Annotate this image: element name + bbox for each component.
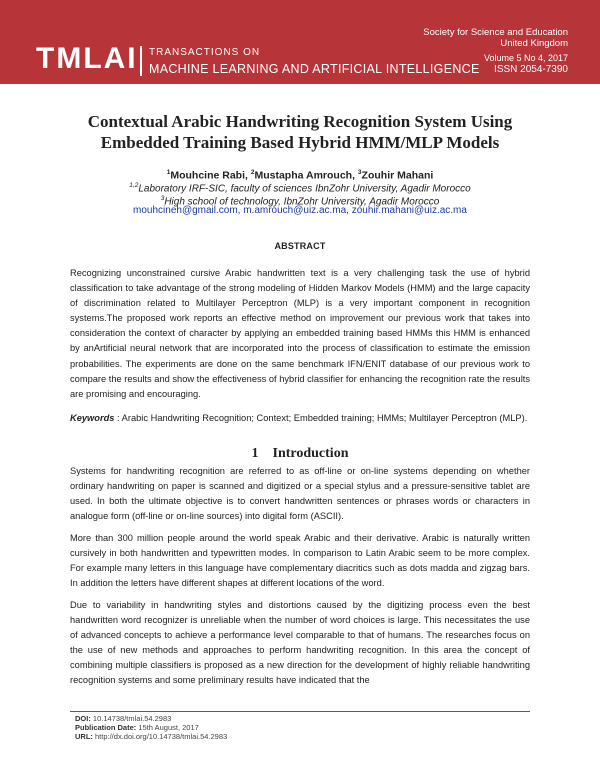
author2-sup: 2 <box>250 169 255 176</box>
paper-title-line1: Contextual Arabic Handwriting Recognition System Using <box>87 112 513 131</box>
affiliation2-sup: 3 <box>160 195 165 202</box>
transactions-on-label: TRANSACTIONS ON <box>149 47 261 58</box>
paper-title-line2: Embedded Training Based Hybrid HMM/MLP Models <box>100 133 500 152</box>
url-link[interactable]: http://dx.doi.org/10.14738/tmlai.54.2983 <box>92 732 228 741</box>
footer-divider <box>70 711 530 712</box>
author1-name: Mouhcine Rabi, <box>170 169 251 182</box>
intro-paragraph-3: Due to variability in handwriting styles and distortions caused by the digitizing process even the best handwritten word recognizer is unreliable when the number of word choices is large. This necessitates the use of advanced concepts to achieve a performance level comparable to that of humans. The researches focus on the use of new methods and approaches to perform handwriting recognition. In this area the concept of combining multiple classifiers is proposed as a new direction for the development of highly reliable handwriting recognition systems and some preliminary results have indicated that the <box>70 600 530 686</box>
volume-info: Volume 5 No 4, 2017 <box>483 53 568 63</box>
author2-name: Mustapha Amrouch, <box>254 169 358 182</box>
affiliation2-text: High school of technology, IbnZohr University, Agadir Morocco <box>164 196 440 208</box>
section-heading-introduction <box>60 446 540 462</box>
keywords-label: Keywords <box>70 413 115 423</box>
pubdate-value: 15th August, 2017 <box>136 723 199 732</box>
author3-sup: 3 <box>357 169 362 176</box>
paper-title <box>60 111 540 153</box>
keywords <box>70 411 530 426</box>
affiliation1-sup: 1,2 <box>129 182 139 189</box>
society-name: Society for Science and Education <box>423 27 568 38</box>
abstract-text: Recognizing unconstrained cursive Arabic handwritten text is a very challenging task the use of hybrid classification to take advantage of the strong modeling of Hidden Markov Models (HMM) and the large capacity of discrimination related to Multilayer Perceptron (MLP) is a very important component in recognition systems.The proposed work reports an effective method on improvement our previous work that takes into consideration the context of character by applying an embedded training based HMMs this HMM is enhanced by anArtificial neural network that are incorporated into the process of classification to estimate the emission probabilities. The experiments are done on the same benchmark IFN/ENIT database of our previous work to compare the results and show the effectiveness of hybrid classifier for enhancing the recognition rate the results are promising and encouraging. <box>70 268 530 399</box>
pubdate-label: Publication Date: <box>75 723 137 732</box>
logo-divider <box>140 46 142 76</box>
abstract-heading: ABSTRACT <box>274 241 326 251</box>
journal-logo: TMLAI <box>36 42 138 75</box>
section-title: Introduction <box>272 446 349 461</box>
journal-banner <box>0 0 600 84</box>
issn-number: ISSN 2054-7390 <box>494 64 568 75</box>
author3-name: Zouhir Mahani <box>361 169 434 182</box>
footer-url <box>75 732 227 742</box>
author-emails[interactable]: mouhcineh@gmail.com, m.amrouch@uiz.ac.ma, zouhir.mahani@uiz.ac.ma <box>133 205 467 216</box>
intro-paragraph-2: More than 300 million people around the world speak Arabic and their derivative. Arabic is naturally written cursively in both handwritten and typewritten modes. In comparison to Latin Arabic seem to be more complex. For example many letters in this language have complementary diacritics such as dots madda and zigzag bars. In addition the letters have different shapes at different locations of the word. <box>70 533 530 589</box>
doi-label: DOI: <box>75 714 91 723</box>
author1-sup: 1 <box>166 169 171 176</box>
url-label: URL: <box>75 732 93 741</box>
keywords-text: : Arabic Handwriting Recognition; Context; Embedded training; HMMs; Multilayer Perceptron (MLP). <box>114 413 528 423</box>
doi-value: 10.14738/tmlai.54.2983 <box>90 714 172 723</box>
intro-paragraph-1: Systems for handwriting recognition are referred to as off-line or on-line systems depending on whether ordinary handwriting on paper is scanned and digitized or a special stylus and a pressure-sensitive tablet are used. In both the ultimate objective is to convert handwritten sentences or phrases words or characters in analogue form (off-line or on-line sources) into digital form (ASCII). <box>70 466 530 522</box>
affiliation1-text: Laboratory IRF-SIC, faculty of sciences IbnZohr University, Agadir Morocco <box>138 183 471 195</box>
section-number: 1 <box>251 446 259 461</box>
society-country: United Kingdom <box>500 38 568 49</box>
journal-name: MACHINE LEARNING AND ARTIFICIAL INTELLIGENCE <box>149 62 480 76</box>
